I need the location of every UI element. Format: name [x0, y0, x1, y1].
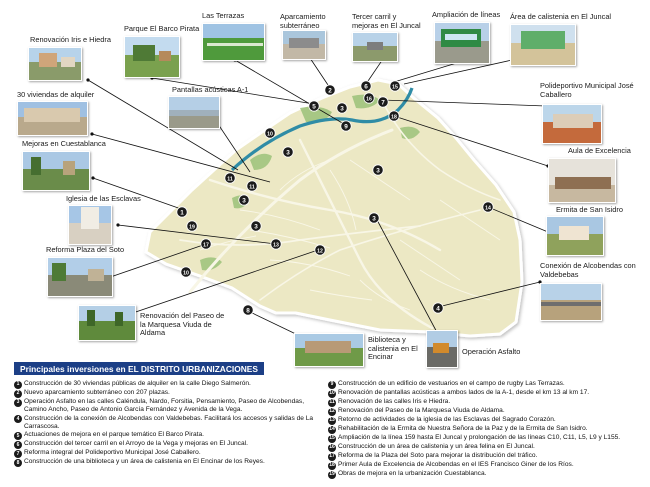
- photo-area-calistenia-juncal: [510, 24, 576, 66]
- map-marker-number: 4: [436, 305, 440, 313]
- legend-item: [328, 452, 636, 461]
- legend-item: [14, 440, 314, 449]
- legend-number-badge: 18: [329, 462, 335, 469]
- legend-number-badge: 10: [329, 390, 335, 397]
- map-marker-number: 11: [249, 184, 255, 191]
- map-marker-number: 16: [366, 96, 372, 103]
- legend-item: [328, 389, 636, 398]
- photo-paseo: [78, 305, 136, 341]
- legend-number-badge: 7: [14, 450, 22, 458]
- map-marker: [181, 267, 191, 277]
- caption-reforma-soto: Reforma Plaza del Soto: [46, 245, 125, 254]
- legend-number-badge: 2: [14, 390, 22, 398]
- legend-text: Primer Aula de Excelencia de Alcobendas en el IES Francisco Giner de los Ríos.: [338, 461, 574, 468]
- legend-text: Obras de mejora en la urbanización Cuestablanca.: [338, 470, 487, 477]
- caption-cuestablanca: Mejoras en Cuestablanca: [22, 139, 106, 148]
- legend-number-badge: 3: [14, 399, 22, 407]
- legend-item: [328, 407, 636, 416]
- map-marker-number: 3: [340, 105, 344, 113]
- legend-text: Renovación de pantallas acústicas a ambos lados de la A-1, desde el km 13 al km 17.: [338, 389, 590, 396]
- map-marker: [433, 303, 443, 313]
- legend-column-right: [328, 380, 636, 479]
- legend-number-badge: 16: [329, 444, 335, 451]
- map-marker-number: 3: [376, 167, 380, 175]
- legend-text: Renovación del Paseo de la Marquesa Viuda de Aldama.: [338, 407, 505, 414]
- photo-tercer-carril: [352, 32, 398, 62]
- legend-item: [328, 470, 636, 479]
- caption-polideportivo: Polideportivo Municipal José Caballero: [540, 81, 634, 99]
- legend-number-badge: 13: [329, 417, 335, 424]
- map-marker: [373, 165, 383, 175]
- legend-number-badge: 17: [329, 453, 335, 460]
- legend-item: [14, 398, 314, 414]
- map-marker: [225, 173, 235, 183]
- legend-item: [328, 416, 636, 425]
- map-marker-number: 11: [227, 176, 233, 183]
- legend-item: [328, 398, 636, 407]
- legend-item: [14, 380, 314, 389]
- map-marker-number: 15: [392, 84, 398, 91]
- map-marker-number: 18: [391, 114, 397, 121]
- legend-text: Reforma de la Plaza del Soto para mejorar la distribución del tráfico.: [338, 452, 538, 459]
- legend-text: Actuaciones de mejora en el parque temático El Barco Pirata.: [24, 431, 204, 439]
- photo-cuestablanca: [22, 151, 90, 191]
- map-marker-number: 2: [328, 87, 332, 95]
- legend-item: [14, 415, 314, 431]
- legend-text: Rehabilitación de la Ermita de Nuestra Señora de la Paz y de la Ermita de San Isidro.: [338, 425, 588, 432]
- legend-item: [328, 380, 636, 389]
- map-marker-number: 5: [312, 103, 316, 111]
- legend-text: Reforma integral del Polideportivo Municipal José Caballero.: [24, 449, 201, 457]
- caption-las-terrazas: Las Terrazas: [202, 11, 245, 20]
- caption-paseo: Renovación del Paseo de la Marquesa Viuda de Aldama: [140, 311, 225, 338]
- legend-title: Principales inversiones en EL DISTRITO URBANIZACIONES: [14, 362, 264, 375]
- map-marker: [369, 213, 379, 223]
- legend-number-badge: 1: [14, 381, 22, 389]
- map-marker-number: 9: [344, 123, 348, 131]
- map-marker: [364, 93, 374, 103]
- photo-las-terrazas: [202, 23, 265, 61]
- photo-aparcamiento: [282, 30, 326, 60]
- legend-item: [328, 461, 636, 470]
- legend-text: Construcción de 30 viviendas públicas de alquiler en la calle Diego Salmerón.: [24, 380, 251, 387]
- map-marker-number: 14: [485, 205, 491, 212]
- legend-number-badge: 11: [329, 399, 335, 406]
- map-marker: [483, 202, 493, 212]
- map-marker: [361, 81, 371, 91]
- legend-item: [328, 425, 636, 434]
- map-marker-number: 6: [364, 83, 368, 91]
- map-marker-number: 1: [180, 209, 184, 217]
- photo-polideportivo: [542, 104, 602, 144]
- caption-parque-barco: Parque El Barco Pirata: [124, 24, 200, 33]
- photo-pantallas: [168, 96, 220, 129]
- legend-text: Ampliación de la línea 159 hasta El Juncal y prolongación de las líneas C10, C11, L5, L9 y L155.: [338, 434, 621, 441]
- caption-aula: Aula de Excelencia: [568, 146, 631, 155]
- map-marker: [271, 239, 281, 249]
- photo-renovacion-iris: [28, 47, 82, 81]
- legend-number-badge: 5: [14, 432, 22, 440]
- photo-viviendas: [17, 101, 88, 136]
- legend-number-badge: 19: [329, 471, 335, 478]
- map-marker: [239, 195, 249, 205]
- photo-aula: [548, 158, 616, 203]
- legend-text: Construcción de un área de calistenia y un área felina en El Juncal.: [338, 443, 535, 450]
- caption-tercer-carril: Tercer carril y mejoras en El Juncal: [352, 12, 421, 30]
- map-marker: [247, 181, 257, 191]
- legend-number-badge: 15: [329, 435, 335, 442]
- map-marker: [389, 111, 399, 121]
- map-marker-number: 17: [203, 242, 209, 249]
- legend-number-badge: 8: [14, 459, 22, 467]
- caption-biblioteca: Biblioteca y calistenia en El Encinar: [368, 335, 418, 362]
- legend-text: Retorno de actividades de la iglesia de las Esclavas del Sagrado Corazón.: [338, 416, 556, 423]
- legend-number-badge: 14: [329, 426, 335, 433]
- map-marker-number: 3: [242, 197, 246, 205]
- investment-legend: [14, 362, 636, 484]
- photo-parque-barco: [124, 36, 180, 78]
- map-marker: [177, 207, 187, 217]
- map-marker-number: 12: [317, 248, 323, 255]
- photo-reforma-soto: [47, 257, 113, 297]
- legend-column-left: [14, 380, 314, 467]
- map-marker: [390, 81, 400, 91]
- legend-item: [328, 434, 636, 443]
- legend-number-badge: 12: [329, 408, 335, 415]
- photo-iglesia: [68, 205, 112, 245]
- caption-renovacion-iris: Renovación Iris e Hiedra: [30, 35, 111, 44]
- map-marker: [309, 101, 319, 111]
- map-marker-number: 3: [372, 215, 376, 223]
- photo-conexion: [540, 283, 602, 321]
- map-marker: [283, 147, 293, 157]
- legend-number-badge: 9: [328, 381, 336, 389]
- caption-ermita: Ermita de San Isidro: [556, 205, 623, 214]
- map-marker-number: 10: [267, 131, 273, 138]
- caption-ampliacion-lineas: Ampliación de líneas: [432, 10, 501, 19]
- map-marker-number: 13: [273, 242, 279, 249]
- map-marker-number: 3: [286, 149, 290, 157]
- legend-item: [14, 389, 314, 398]
- legend-item: [14, 458, 314, 467]
- legend-text: Construcción de la conexión de Alcobendas con Valdebebas. Facilitará los accesos y salidas de La Carrascosa.: [24, 414, 314, 430]
- legend-text: Construcción de una biblioteca y un área de calistenia en El Encinar de los Reyes.: [24, 458, 265, 466]
- caption-conexion: Conexión de Alcobendas con Valdebebas: [540, 261, 636, 279]
- caption-iglesia: Iglesia de las Esclavas: [66, 194, 141, 203]
- map-marker-number: 7: [381, 99, 385, 107]
- legend-item: [14, 431, 314, 440]
- legend-text: Construcción del tercer carril en el Arroyo de la Vega y mejoras en El Juncal.: [24, 440, 248, 448]
- photo-ermita: [546, 216, 604, 256]
- map-marker: [315, 245, 325, 255]
- map-marker-number: 8: [246, 307, 250, 315]
- legend-item: [328, 443, 636, 452]
- map-marker: [251, 221, 261, 231]
- legend-text: Operación Asfalto en las calles Caléndula, Nardo, Forsitia, Pensamiento, Paseo de Alcobendas, Camino Ancho, Paseo de Antonio García Fernández y Avenida de la Vega.: [24, 398, 305, 414]
- map-marker: [201, 239, 211, 249]
- map-marker: [341, 121, 351, 131]
- map-marker-number: 19: [189, 224, 195, 231]
- legend-item: [14, 449, 314, 458]
- map-marker: [187, 221, 197, 231]
- caption-area-calistenia-juncal: Área de calistenia en El Juncal: [510, 12, 612, 21]
- legend-text: Nuevo aparcamiento subterráneo con 207 plazas.: [24, 389, 170, 396]
- map-marker: [337, 103, 347, 113]
- caption-aparcamiento: Aparcamiento subterráneo: [280, 12, 326, 30]
- map-marker-number: 10: [183, 270, 189, 277]
- map-marker-number: 3: [254, 223, 258, 231]
- caption-asfalto: Operación Asfalto: [462, 347, 521, 356]
- map-marker: [265, 128, 275, 138]
- map-marker: [243, 305, 253, 315]
- caption-viviendas: 30 viviendas de alquiler: [17, 90, 95, 99]
- photo-ampliacion-lineas: [434, 22, 490, 64]
- map-marker: [325, 85, 335, 95]
- legend-number-badge: 6: [14, 441, 22, 449]
- legend-number-badge: 4: [14, 415, 22, 423]
- legend-text: Renovación de las calles Iris e Hiedra.: [338, 398, 451, 405]
- caption-pantallas: Pantallas acústicas A-1: [172, 85, 249, 94]
- legend-text: Construcción de un edificio de vestuarios en el campo de rugby Las Terrazas.: [338, 380, 565, 387]
- map-marker: [378, 97, 388, 107]
